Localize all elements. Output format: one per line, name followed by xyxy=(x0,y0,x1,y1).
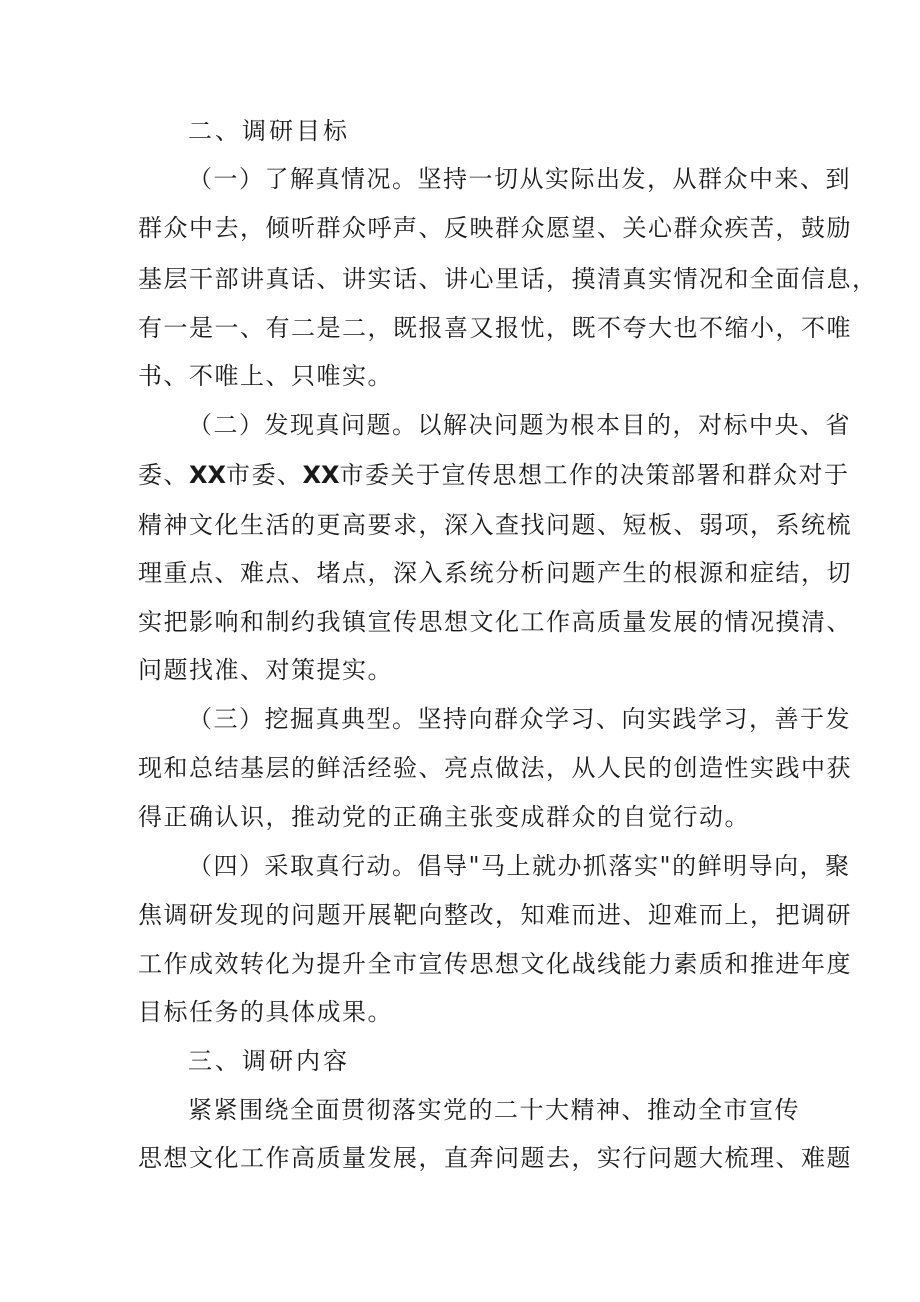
paragraph-line: （二）发现真问题。以解决问题为根本目的，对标中央、省 xyxy=(188,411,851,439)
text-run: 市委关于宣传思想工作的决策部署和群众对于 xyxy=(339,461,850,489)
paragraph-line: 得正确认识，推动党的正确主张变成群众的自觉行动。 xyxy=(138,803,750,831)
section-heading-research-content: 三、调研内容 xyxy=(188,1047,350,1075)
paragraph-line: 目标任务的具体成果。 xyxy=(138,998,393,1026)
paragraph-line: 思想文化工作高质量发展，直奔问题去，实行问题大梳理、难题 xyxy=(138,1144,852,1172)
paragraph-line: （一）了解真情况。坚持一切从实际出发，从群众中来、到 xyxy=(188,165,851,193)
paragraph-line: 问题找准、对策提实。 xyxy=(138,656,393,684)
placeholder-city-name: XX xyxy=(189,461,227,489)
paragraph-line: 实把影响和制约我镇宣传思想文化工作高质量发展的情况摸清、 xyxy=(138,608,852,636)
section-heading-research-goals: 二、调研目标 xyxy=(188,117,350,145)
placeholder-city-name: XX xyxy=(302,461,340,489)
paragraph-line: 书、不唯上、只唯实。 xyxy=(138,362,393,390)
paragraph-line: （四）采取真行动。倡导"马上就办抓落实"的鲜明导向，聚 xyxy=(188,852,851,880)
text-run: 委、 xyxy=(138,461,189,489)
paragraph-line: 基层干部讲真话、讲实话、讲心里话，摸清真实情况和全面信息， xyxy=(138,265,878,293)
paragraph-line: 现和总结基层的鲜活经验、亮点做法，从人民的创造性实践中获 xyxy=(138,754,852,782)
paragraph-line: 紧紧围绕全面贯彻落实党的二十大精神、推动全市宣传 xyxy=(188,1096,800,1124)
paragraph-line: 群众中去，倾听群众呼声、反映群众愿望、关心群众疾苦，鼓励 xyxy=(138,214,852,242)
paragraph-line: 焦调研发现的问题开展靶向整改，知难而进、迎难而上，把调研 xyxy=(138,901,852,929)
paragraph-line: 精神文化生活的更高要求，深入查找问题、短板、弱项，系统梳 xyxy=(138,511,852,539)
paragraph-line xyxy=(138,460,850,490)
paragraph-line: 理重点、难点、堵点，深入系统分析问题产生的根源和症结，切 xyxy=(138,559,852,587)
paragraph-line: 工作成效转化为提升全市宣传思想文化战线能力素质和推进年度 xyxy=(138,950,852,978)
paragraph-line: （三）挖掘真典型。坚持向群众学习、向实践学习，善于发 xyxy=(188,705,851,733)
paragraph-line: 有一是一、有二是二，既报喜又报忧，既不夸大也不缩小，不唯 xyxy=(138,314,852,342)
text-run: 市委、 xyxy=(226,461,303,489)
